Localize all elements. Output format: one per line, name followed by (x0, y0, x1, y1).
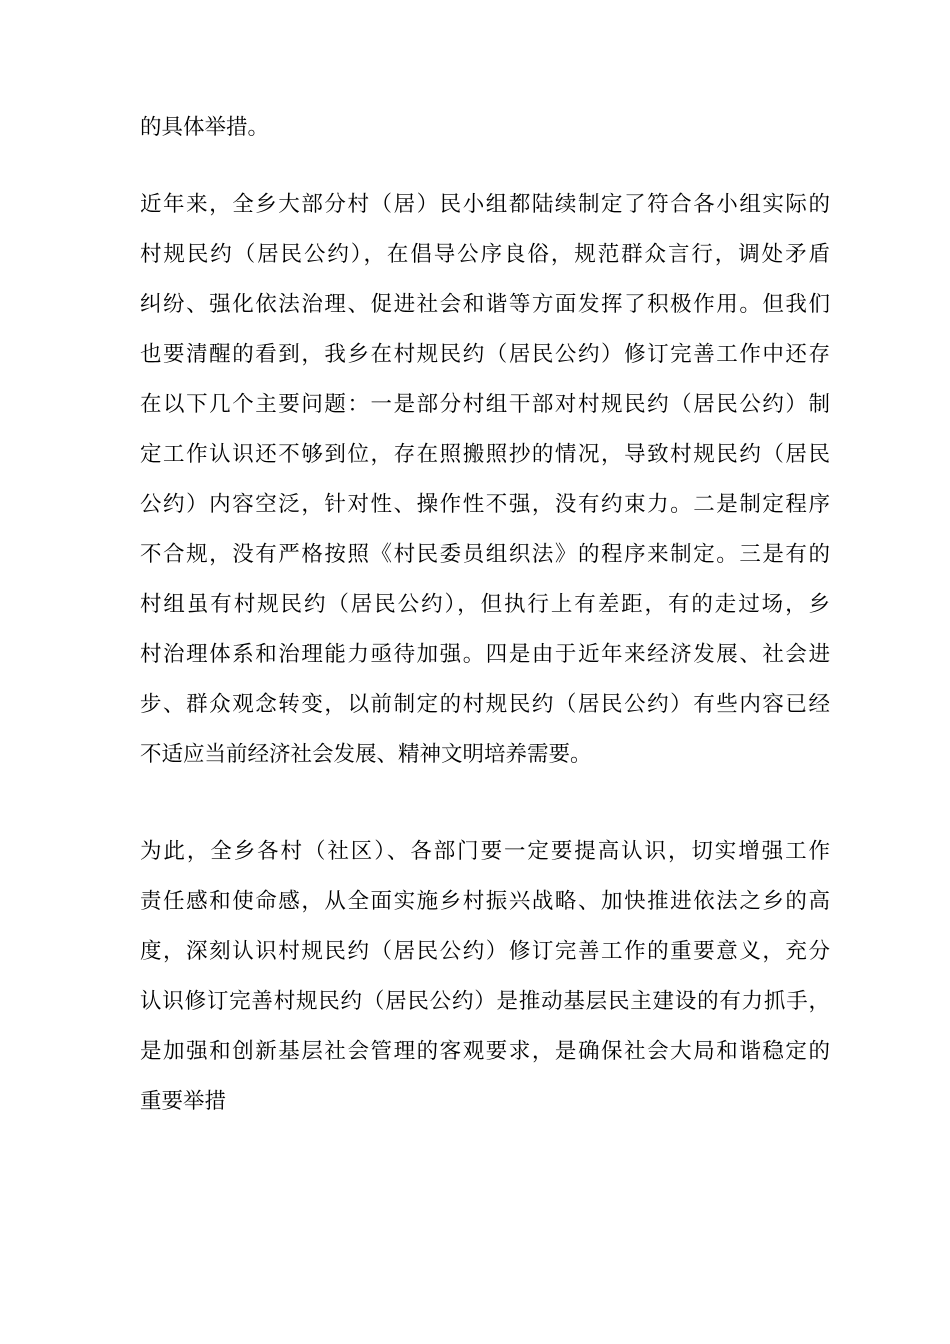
text-line: 村规民约（居民公约），在倡导公序良俗，规范群众言行，调处矛盾 (140, 242, 830, 267)
text-line: 是加强和创新基层社会管理的客观要求，是确保社会大局和谐稳定的 (140, 1039, 830, 1064)
text-line: 不合规，没有严格按照《村民委员组织法》的程序来制定。三是有的 (140, 542, 830, 567)
text-line: 的具体举措。 (140, 115, 270, 140)
text-line: 近年来，全乡大部分村（居）民小组都陆续制定了符合各小组实际的 (140, 192, 830, 217)
text-line: 重要举措 (140, 1089, 227, 1114)
text-line: 也要清醒的看到，我乡在村规民约（居民公约）修订完善工作中还存 (140, 342, 830, 367)
text-line: 在以下几个主要问题：一是部分村组干部对村规民约（居民公约）制 (140, 392, 830, 417)
text-line: 村组虽有村规民约（居民公约），但执行上有差距，有的走过场，乡 (140, 592, 830, 617)
text-line: 公约）内容空泛，针对性、操作性不强，没有约束力。二是制定程序 (140, 492, 830, 517)
text-line: 纠纷、强化依法治理、促进社会和谐等方面发挥了积极作用。但我们 (140, 292, 830, 317)
text-line: 认识修订完善村规民约（居民公约）是推动基层民主建设的有力抓手， (140, 989, 830, 1014)
text-line: 度，深刻认识村规民约（居民公约）修订完善工作的重要意义，充分 (140, 939, 830, 964)
text-line: 为此，全乡各村（社区）、各部门要一定要提高认识，切实增强工作 (140, 839, 830, 864)
text-line: 步、群众观念转变，以前制定的村规民约（居民公约）有些内容已经 (140, 692, 830, 717)
text-line: 不适应当前经济社会发展、精神文明培养需要。 (140, 742, 592, 767)
text-line: 责任感和使命感，从全面实施乡村振兴战略、加快推进依法之乡的高 (140, 889, 830, 914)
text-line: 村治理体系和治理能力亟待加强。四是由于近年来经济发展、社会进 (140, 642, 830, 667)
text-line: 定工作认识还不够到位，存在照搬照抄的情况，导致村规民约（居民 (140, 442, 830, 467)
